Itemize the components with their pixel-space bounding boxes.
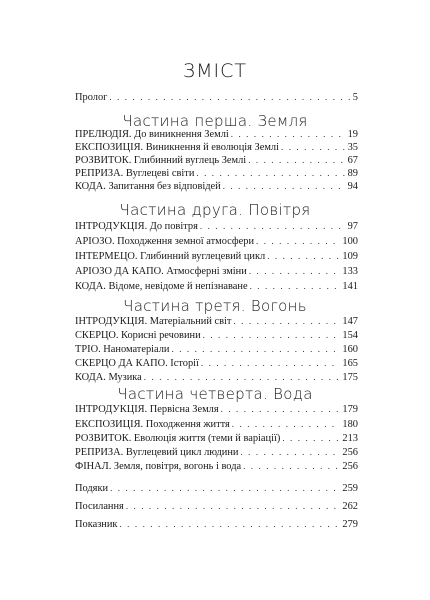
toc-entry[interactable] bbox=[75, 220, 358, 233]
leader-dots bbox=[126, 500, 341, 513]
toc-entry-label: ІНТРОДУКЦІЯ. Первісна Земля bbox=[75, 404, 219, 415]
toc-entry-label: АРІОЗО ДА КАПО. Атмосферні зміни bbox=[75, 266, 247, 277]
toc-entry-page: 160 bbox=[342, 344, 358, 355]
leader-dots bbox=[256, 235, 340, 248]
toc-entry-page: 154 bbox=[342, 330, 358, 341]
toc-entry[interactable] bbox=[75, 235, 358, 248]
toc-entry-label: КОДА. Відоме, невідоме й непізнаване bbox=[75, 281, 248, 292]
toc-entry-page: 262 bbox=[342, 501, 358, 512]
part-heading-2: Частина друга. Повітря bbox=[119, 201, 311, 219]
part-heading-4: Частина четверта. Вода bbox=[117, 385, 313, 403]
leader-dots bbox=[281, 141, 346, 154]
toc-entry-page: 179 bbox=[342, 404, 358, 415]
toc-entry-page: 256 bbox=[342, 461, 358, 472]
toc-entry[interactable] bbox=[75, 315, 358, 328]
toc-entry[interactable] bbox=[75, 418, 358, 431]
toc-entry-label: ЕКСПОЗИЦІЯ. Виникнення й еволюція Землі bbox=[75, 142, 279, 153]
toc-entry-label: Подяки bbox=[75, 483, 109, 494]
toc-entry[interactable] bbox=[75, 180, 358, 193]
toc-entry-label: Посилання bbox=[75, 501, 124, 512]
toc-entry-label: РЕПРИЗА. Вуглецеві світи bbox=[75, 168, 195, 179]
toc-entry-label: АРІОЗО. Походження земної атмосфери bbox=[75, 236, 255, 247]
toc-entry-page: 35 bbox=[347, 142, 358, 153]
leader-dots bbox=[232, 418, 341, 431]
toc-entry-label: РОЗВИТОК. Глибинний вуглець Землі bbox=[75, 155, 247, 166]
toc-entry[interactable] bbox=[75, 343, 358, 356]
toc-entry-label: Пролог bbox=[75, 92, 108, 103]
toc-entry-page: 279 bbox=[342, 519, 358, 530]
toc-entry[interactable] bbox=[75, 460, 358, 473]
toc-entry[interactable] bbox=[75, 403, 358, 416]
leader-dots bbox=[203, 329, 341, 342]
toc-entry[interactable] bbox=[75, 329, 358, 342]
toc-entry[interactable] bbox=[75, 141, 358, 154]
toc-entry[interactable] bbox=[75, 128, 358, 141]
toc-entry[interactable] bbox=[75, 265, 358, 278]
toc-entry-page: 147 bbox=[342, 316, 358, 327]
part-heading-1: Частина перша. Земля bbox=[122, 112, 308, 130]
leader-dots bbox=[200, 220, 346, 233]
toc-entry-page: 67 bbox=[347, 155, 358, 166]
toc-entry-label: КОДА. Запитання без відповідей bbox=[75, 181, 221, 192]
toc-entry-label: ІНТРОДУКЦІЯ. Матеріальний світ bbox=[75, 316, 232, 327]
leader-dots bbox=[110, 482, 340, 495]
toc-entry-page: 5 bbox=[352, 92, 358, 103]
toc-entry[interactable] bbox=[75, 280, 358, 293]
toc-entry-label: РОЗВИТОК. Еволюція життя (теми й варіації) bbox=[75, 433, 281, 444]
leader-dots bbox=[282, 432, 340, 445]
toc-entry-label: РЕПРИЗА. Вуглецевий цикл людини bbox=[75, 447, 239, 458]
toc-entry-acknowledgments[interactable] bbox=[75, 482, 358, 495]
toc-entry-page: 109 bbox=[342, 251, 358, 262]
toc-entry-page: 165 bbox=[342, 358, 358, 369]
leader-dots bbox=[223, 180, 346, 193]
leader-dots bbox=[240, 446, 340, 459]
toc-entry-label: КОДА. Музика bbox=[75, 372, 142, 383]
leader-dots bbox=[243, 460, 340, 473]
toc-entry-label: ІНТЕРМЕЦО. Глибинний вуглецевий цикл bbox=[75, 251, 266, 262]
leader-dots bbox=[221, 403, 341, 416]
toc-entry-references[interactable] bbox=[75, 500, 358, 513]
toc-entry-page: 97 bbox=[347, 221, 358, 232]
toc-entry-page: 256 bbox=[342, 447, 358, 458]
toc-entry-page: 89 bbox=[347, 168, 358, 179]
toc-entry-page: 19 bbox=[347, 129, 358, 140]
toc-entry-index[interactable] bbox=[75, 518, 358, 531]
part-heading-3: Частина третя. Вогонь bbox=[123, 297, 307, 315]
leader-dots bbox=[172, 343, 341, 356]
toc-entry-label: ФІНАЛ. Земля, повітря, вогонь і вода bbox=[75, 461, 242, 472]
leader-dots bbox=[233, 315, 340, 328]
leader-dots bbox=[249, 265, 341, 278]
toc-entry[interactable] bbox=[75, 357, 358, 370]
toc-entry[interactable] bbox=[75, 371, 358, 384]
toc-entry[interactable] bbox=[75, 167, 358, 180]
toc-entry-page: 141 bbox=[342, 281, 358, 292]
leader-dots bbox=[109, 91, 350, 104]
toc-entry-label: ПРЕЛЮДІЯ. До виникнення Землі bbox=[75, 129, 229, 140]
toc-entry-label: Показник bbox=[75, 519, 118, 530]
toc-entry-label: СКЕРЦО ДА КАПО. Історії bbox=[75, 358, 199, 369]
toc-entry-prolog[interactable] bbox=[75, 91, 358, 104]
toc-entry-page: 259 bbox=[342, 483, 358, 494]
toc-entry-page: 213 bbox=[342, 433, 358, 444]
toc-entry[interactable] bbox=[75, 250, 358, 263]
leader-dots bbox=[119, 518, 340, 531]
toc-entry-page: 94 bbox=[347, 181, 358, 192]
toc-entry-label: ТРІО. Наноматеріали bbox=[75, 344, 170, 355]
toc-entry-label: ЕКСПОЗИЦІЯ. Походження життя bbox=[75, 419, 230, 430]
toc-title: ЗМІСТ bbox=[183, 60, 247, 82]
toc-entry-page: 175 bbox=[342, 372, 358, 383]
leader-dots bbox=[248, 154, 345, 167]
leader-dots bbox=[201, 357, 340, 370]
leader-dots bbox=[250, 280, 341, 293]
toc-entry-page: 133 bbox=[342, 266, 358, 277]
toc-entry-page: 100 bbox=[342, 236, 358, 247]
toc-entry-label: СКЕРЦО. Корисні речовини bbox=[75, 330, 201, 341]
leader-dots bbox=[231, 128, 346, 141]
toc-entry[interactable] bbox=[75, 432, 358, 445]
toc-entry[interactable] bbox=[75, 154, 358, 167]
toc-entry-label: ІНТРОДУКЦІЯ. До повітря bbox=[75, 221, 198, 232]
toc-entry-page: 180 bbox=[342, 419, 358, 430]
leader-dots bbox=[144, 371, 341, 384]
leader-dots bbox=[267, 250, 340, 263]
leader-dots bbox=[196, 167, 345, 180]
toc-entry[interactable] bbox=[75, 446, 358, 459]
